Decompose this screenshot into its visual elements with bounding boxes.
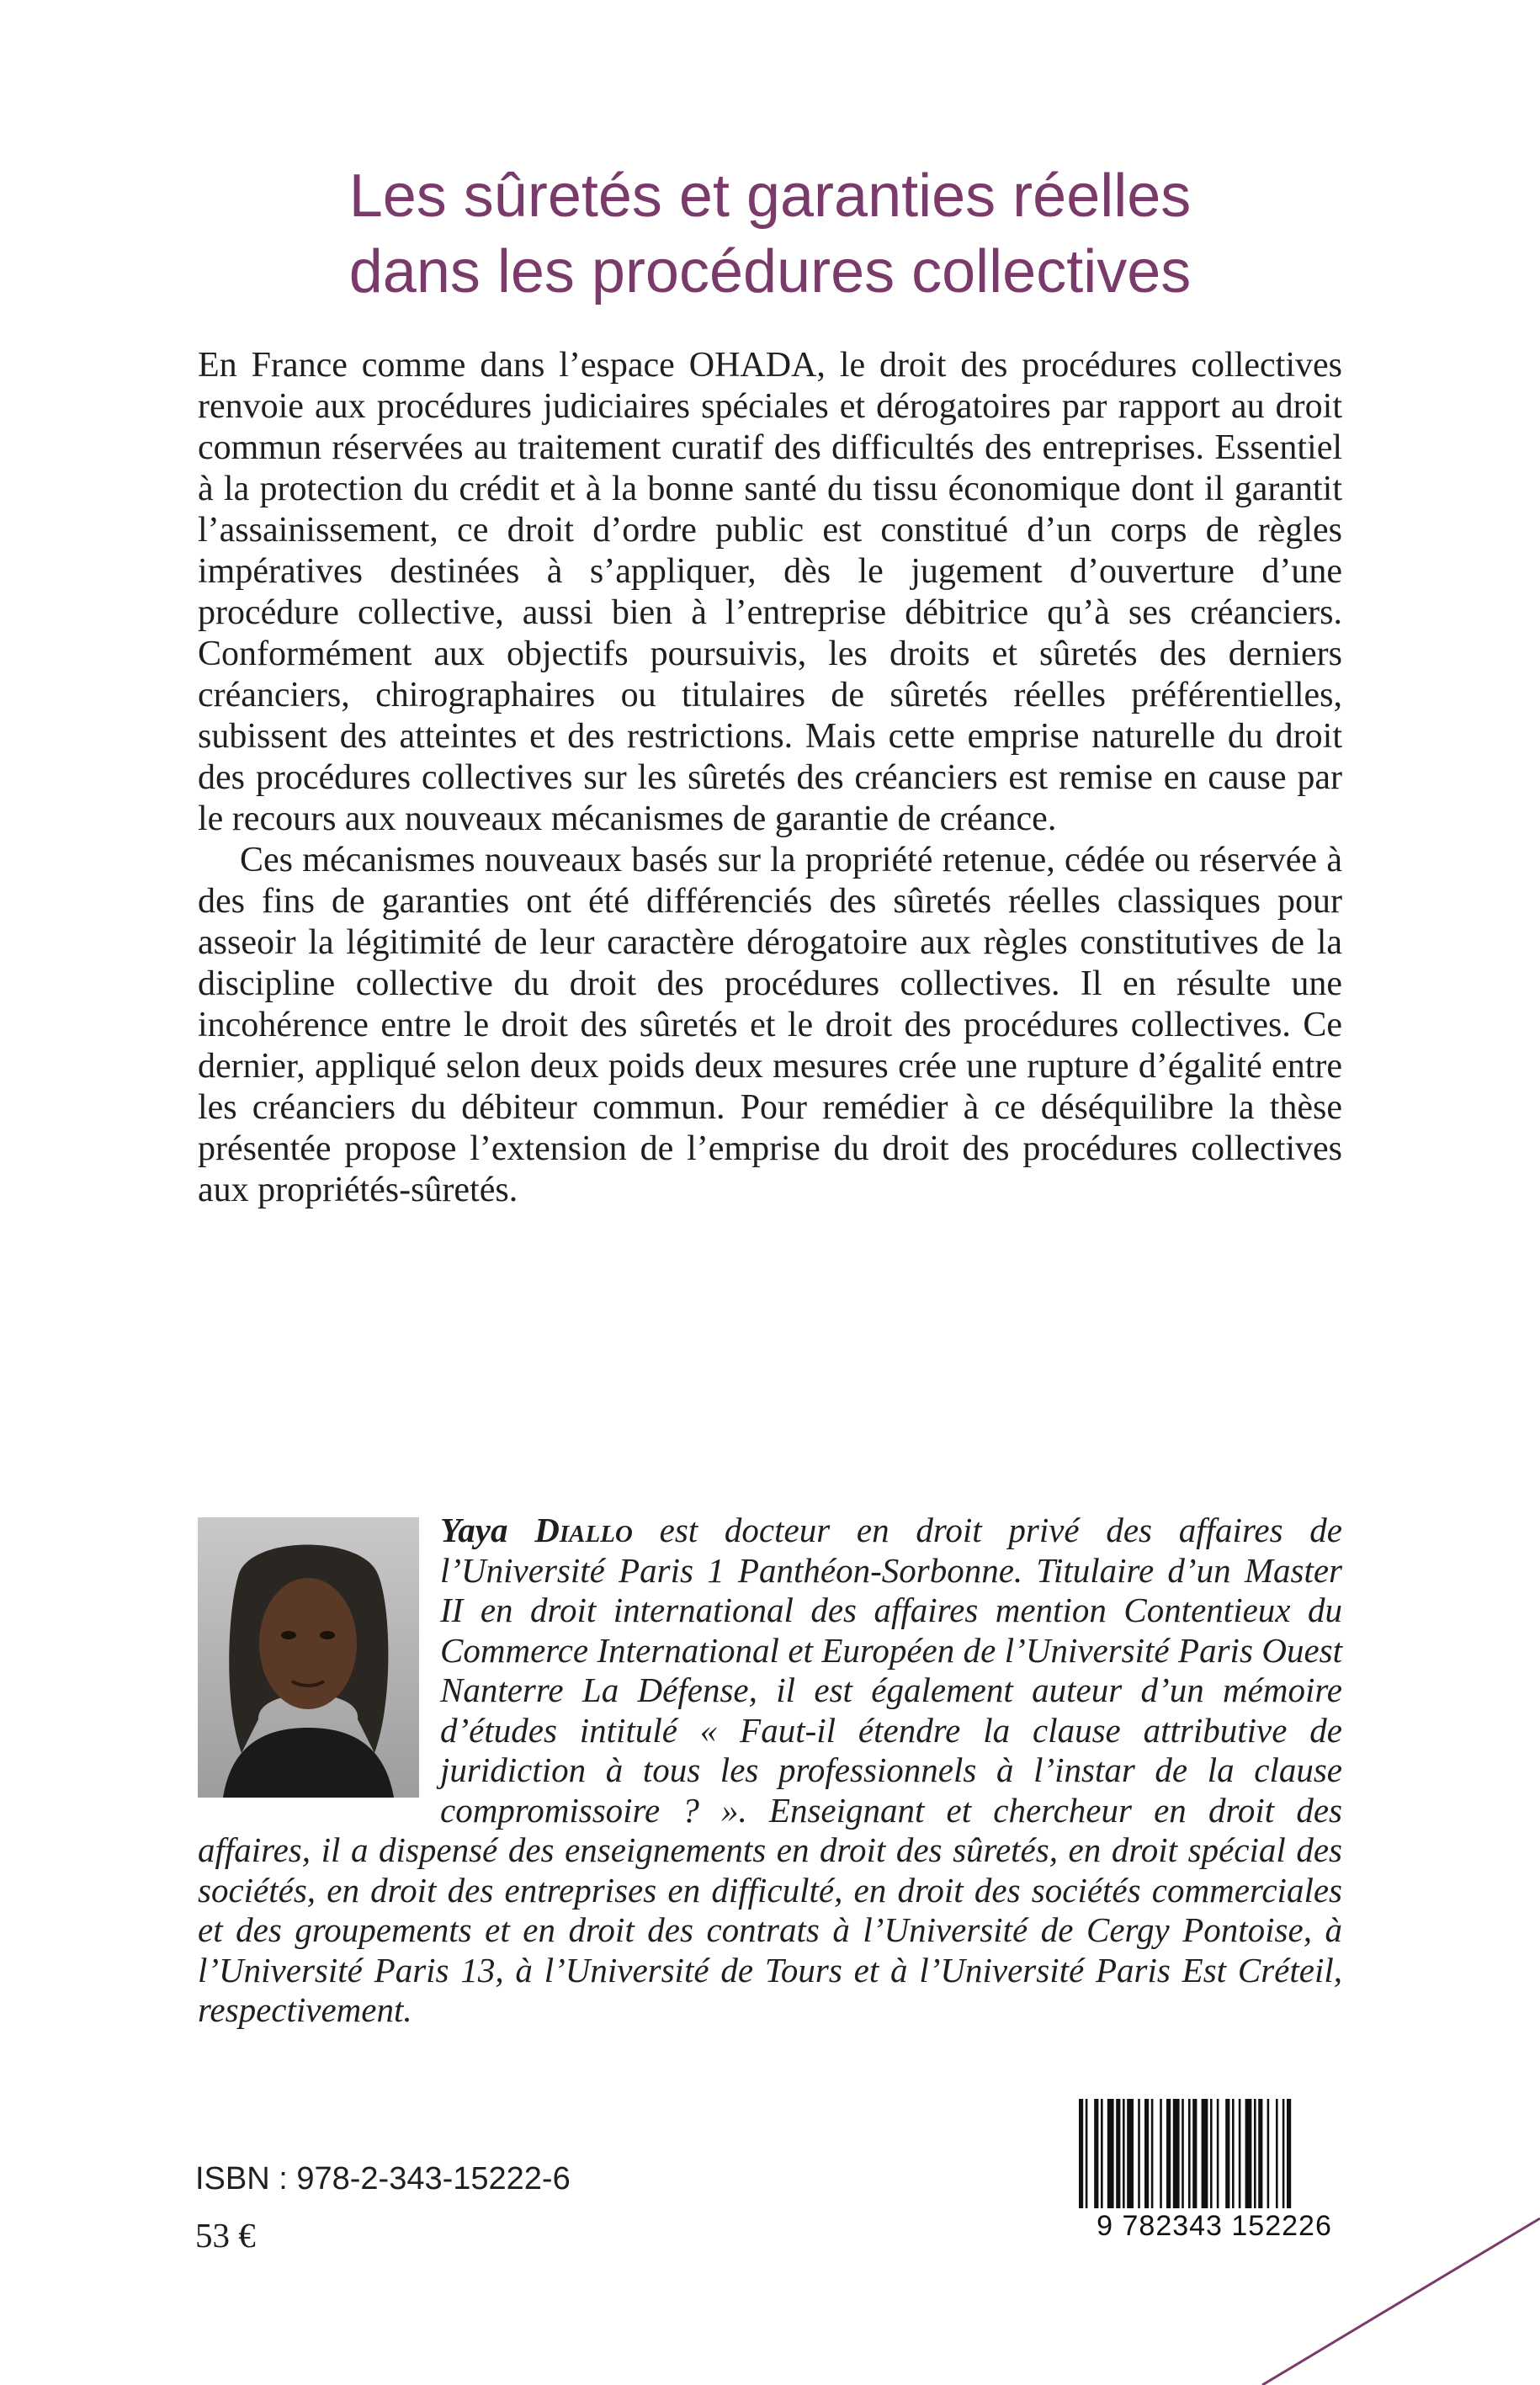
- summary-paragraph-2: Ces mécanismes nouveaux basés sur la propriété retenue, cédée ou réservée à des fins de garanties ont été différenciés des sûretés réelles classiques pour asseoir la légitimité de leur caractère dérogatoire aux règles constitutives de la discipline collective du droit des procédures collectives. Il en résulte une incohérence entre le droit des sûretés et le droit des procédures collectives. Ce dernier, appliqué selon deux poids deux mesures crée une rupture d’égalité entre les créanciers du débiteur commun. Pour remédier à ce déséquilibre la thèse présentée propose l’extension de l’emprise du droit des procédures collectives aux propriétés-sûretés.: [198, 841, 1342, 1209]
- title-line-2: dans les procédures collectives: [348, 238, 1192, 306]
- barcode-digits: 9 782343 152226: [1097, 2210, 1332, 2242]
- title-line-1: Les sûretés et garanties réelles: [348, 162, 1192, 231]
- price: 53 €: [195, 2216, 256, 2255]
- author-first-name: Yaya: [440, 1511, 508, 1549]
- author-last-name: Diallo: [534, 1511, 633, 1549]
- author-bio-text: est docteur en droit privé des affaires de l’Université Paris 1 Panthéon-Sorbonne. Titulaire d’un Master II en droit international des affaires mention Contentieux du Commerce International et Européen de l’Université Paris Ouest Nanterre La Défense, il est également auteur d’un mémoire d’études intitulé « Faut-il étendre la clause attributive de juridiction à tous les professionnels à l’instar de la clause compromissoire ? ». Enseignant et chercheur en droit des affaires, il a dispensé des enseignements en droit des sûretés, en droit spécial des sociétés, en droit des entreprises en difficulté, en droit des sociétés commerciales et des groupements et en droit des contrats à l’Université de Cergy Pontoise, à l’Université Paris 13, à l’Université de Tours et à l’Université Paris Est Créteil, respectivement.: [198, 1511, 1342, 2029]
- summary-paragraph-1: En France comme dans l’espace OHADA, le droit des procédures collectives renvoie aux procédures judiciaires spéciales et dérogatoires par rapport au droit commun réservées au traitement curatif des difficultés des entreprises. Essentiel à la protection du crédit et à la bonne santé du tissu économique dont il garantit l’assainissement, ce droit d’ordre public est constitué d’un corps de règles impératives destinées à s’appliquer, dès le jugement d’ouverture d’une procédure collective, aussi bien à l’entreprise débitrice qu’à ses créanciers. Conformément aux objectifs poursuivis, les droits et sûretés des derniers créanciers, chirographaires ou titulaires de sûretés réelles préférentielles, subissent des atteintes et des restrictions. Mais cette emprise naturelle du droit des procédures collectives sur les sûretés des créanciers est remise en cause par le recours aux nouveaux mécanismes de garantie de créance.: [198, 346, 1342, 838]
- isbn: ISBN : 978-2-343-15222-6: [195, 2161, 571, 2196]
